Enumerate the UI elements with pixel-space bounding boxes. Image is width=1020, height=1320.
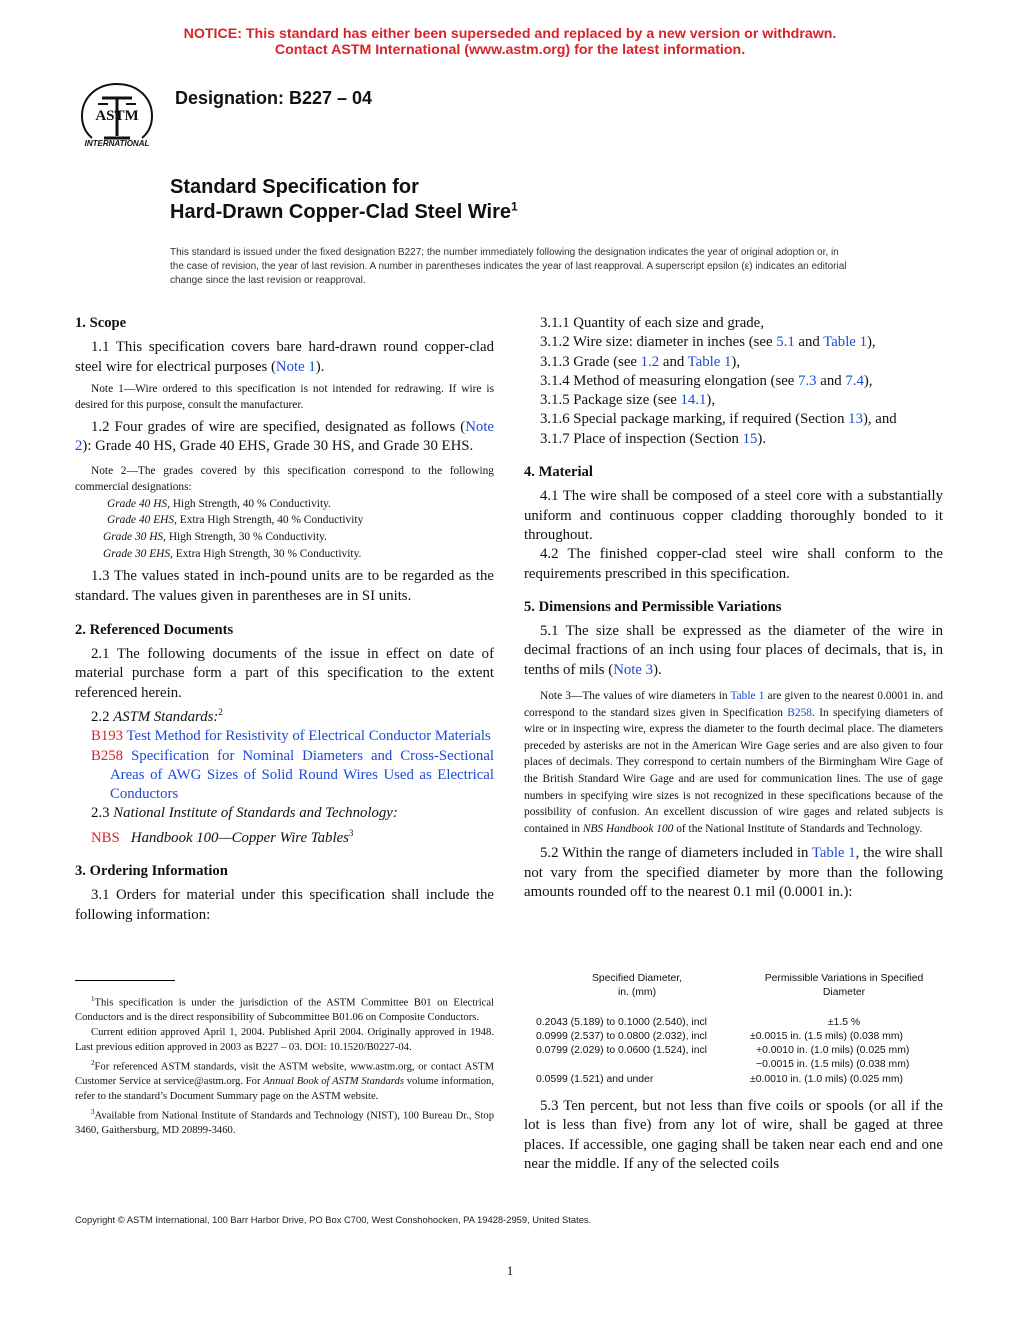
list-item: 3.1.4 Method of measuring elongation (see 7.3 and 7.4), [540, 372, 873, 389]
page-number: 1 [506, 1263, 514, 1278]
table-cell: 0.0999 (2.537) to 0.0800 (2.032), incl [536, 1031, 707, 1042]
para-5-1: 5.1 The size shall be expressed as the diameter of the wire in decimal fractions of an inch using four places of decimals, that is, in tenths of mils (Note 3). [524, 623, 943, 678]
title-line-2-text: Hard-Drawn Copper-Clad Steel Wire [170, 201, 511, 223]
ordering-list [524, 314, 943, 449]
table-cell: 0.0799 (2.029) to 0.0600 (1.524), incl [536, 1045, 707, 1056]
list-item: 3.1.2 Wire size: diameter in inches (see 5.1 and Table 1), [540, 334, 876, 351]
logo-sub: INTERNATIONAL [84, 139, 150, 148]
title-line-1: Standard Specification for [170, 176, 419, 198]
grade-list [75, 496, 494, 562]
table-cell: 0.0599 (1.521) and under [536, 1074, 654, 1085]
table-header-diameter: Specified Diameter, in. (mm) [591, 973, 683, 999]
note-1: Note 1—Wire ordered to this specification is not intended for redrawing. If wire is desired for this purpose, consult the manufacturer. [75, 382, 494, 412]
copyright-footer: Copyright © ASTM International, 100 Barr Harbor Drive, PO Box C700, West Conshohocken, PA 19428-2959, United States. [75, 1214, 592, 1225]
table-header-variation: Permissible Variations in Specified Diameter [764, 973, 924, 999]
list-item: 3.1.5 Package size (see 14.1), [540, 392, 716, 409]
footnote-3: $^3$Available from National Institute of Standards and Technology (NIST), 100 Bureau Dr., Stop 3460, Gaithersburg, MD 20899-3460. [75, 1107, 494, 1136]
ref-b258[interactable] [75, 747, 494, 805]
ref-b258-code: B258 [91, 747, 124, 764]
title-footnote-ref[interactable]: 1 [511, 199, 518, 214]
list-item: 3.1.6 Special package marking, if required (Section 13), and [540, 411, 897, 428]
right-column [524, 314, 943, 902]
designation: Designation: B227 – 04 [175, 88, 373, 108]
left-column [75, 314, 494, 925]
note-1-link[interactable]: Note 1 [275, 358, 316, 375]
section-4-heading: 4. Material [524, 464, 593, 481]
para-2-1: 2.1 The following documents of the issue in effect on date of material purchase form a part of this specification to the extent referenced herein. [75, 646, 494, 701]
footnote-1b: Current edition approved April 1, 2004. Published April 2004. Originally approved in 1948. Last previous edition approved in 2003 as B227 – 03. DOI: 10.1520/B0227-04. [75, 1027, 494, 1053]
note-2-link[interactable]: Note 2 [75, 419, 494, 455]
grade-item: Grade 40 HS, High Strength, 40 % Conductivity. [107, 497, 331, 510]
notice-line-2: Contact ASTM International (www.astm.org) for the latest information. [274, 42, 746, 58]
standard-issue-note: This standard is issued under the fixed designation B227; the number immediately following the designation indicates the year of original adoption or, in the case of revision, the year of last revision. A number in parentheses indicates the year of last reapproval. A superscript epsilon (ε) indicates an editorial change since the last revision or reapproval. [170, 247, 847, 286]
table-1-link[interactable]: Table 1 [811, 845, 856, 862]
ref-nbs: NBS Handbook 100—Copper Wire Tables$^3$ [91, 827, 354, 846]
section-2-heading: 2. Referenced Documents [75, 621, 234, 638]
logo-letters: ASTM [95, 108, 139, 124]
footnote-divider [75, 980, 175, 981]
table-cell: ±0.0015 in. (1.5 mils) (0.038 mm) [750, 1031, 903, 1042]
table-cell: +0.0010 in. (1.0 mils) (0.025 mm) [756, 1045, 910, 1056]
ref-b193-code: B193 [91, 728, 124, 745]
para-4-1: 4.1 The wire shall be composed of a steel core with a substantially uniform and continuous copper cladding thoroughly bonded to it throughout. [524, 488, 943, 543]
ref-b258-title: Specification for Nominal Diameters and Cross-Sectional Areas of AWG Sizes of Solid Round Wires Used as Electrical Conductors [110, 747, 494, 803]
ref-b193[interactable] [75, 727, 494, 746]
table-cell: ±0.0010 in. (1.0 mils) (0.025 mm) [750, 1074, 903, 1085]
footnote-2: $^2$For referenced ASTM standards, visit the ASTM website, www.astm.org, or contact ASTM Customer Service at service@astm.org. For Annual Book of ASTM Standards volume information, refer to the standard’s Document Summary page on the ASTM website. [75, 1058, 494, 1102]
para-5-2: 5.2 Within the range of diameters included in Table 1, the wire shall not vary from the specified diameter by more than the following amounts rounded off to the nearest 0.1 mil (0.0001 in.): [524, 845, 943, 900]
para-4-2: 4.2 The finished copper-clad steel wire shall conform to the requirements prescribed in this specification. [524, 546, 943, 582]
variation-table [524, 972, 943, 1092]
list-item: 3.1.7 Place of inspection (Section 15). [540, 430, 767, 447]
note-2: Note 2—The grades covered by this specification correspond to the following commercial designations: [75, 464, 494, 494]
para-3-1: 3.1 Orders for material under this specification shall include the following information: [75, 887, 494, 923]
para-2-2: 2.2 ASTM Standards:$^2$ [91, 707, 223, 725]
standard-title [170, 175, 518, 225]
table-cell: 0.2043 (5.189) to 0.1000 (2.540), incl [536, 1017, 707, 1028]
para-1-1: 1.1 This specification covers bare hard-drawn round copper-clad steel wire for electrical purposes (Note 1). [75, 339, 494, 375]
supersede-notice [0, 26, 1020, 58]
grade-item: Grade 30 HS, High Strength, 30 % Conductivity. [103, 531, 327, 544]
ref-nbs-code: NBS [91, 829, 120, 846]
notice-line-1: NOTICE: This standard has either been superseded and replaced by a new version or withdrawn. [183, 26, 837, 42]
footnote-1: $^1$This specification is under the jurisdiction of the ASTM Committee B01 on Electrical Conductors and is the direct responsibility of Subcommittee B01.06 on Composite Conductors. [75, 995, 494, 1024]
para-5-3: 5.3 Ten percent, but not less than five coils or spools (or all if the lot is less than five) from any lot of wire, shall be gaged at three places. If accessible, one gaging shall be taken near each end and one near the middle. If any of the selected coils [524, 1098, 943, 1172]
para-1-2: 1.2 Four grades of wire are specified, designated as follows (Note 2): Grade 40 HS, Grade 40 EHS, Grade 30 HS, and Grade 30 EHS. [75, 419, 494, 455]
note-3: Note 3—The values of wire diameters in Table 1 are given to the nearest 0.0001 in. and correspond to the standard sizes given in Specification B258. In specifying diameters of wire or in inspecting wire, express the diameter to the fourth decimal place. The diameters preceded by asterisks are not in the American Wire Gage series and are also given to four places of decimals. They correspond to certain numbers of the Birmingham Wire Gage of the British Standard Wire Gage and are used for communication lines. The use of gage numbers in specifying wire sizes is not recognized in these specifications because of the possibility of confusion. An excellent discussion of wire gages and related subjects is contained in NBS Handbook 100 of the National Institute of Standards and Technology. [524, 690, 943, 835]
section-1-heading: 1. Scope [75, 315, 127, 331]
list-item: 3.1.3 Grade (see 1.2 and Table 1), [540, 353, 741, 370]
para-2-3: 2.3 National Institute of Standards and Technology: [91, 805, 398, 822]
section-3-heading: 3. Ordering Information [75, 862, 228, 879]
section-5-heading: 5. Dimensions and Permissible Variations [524, 598, 782, 615]
footnotes [75, 992, 494, 1139]
list-item: 3.1.1 Quantity of each size and grade, [540, 315, 764, 331]
table-cell: −0.0015 in. (1.5 mils) (0.038 mm) [756, 1059, 910, 1070]
note-3-link[interactable]: Note 3 [613, 661, 654, 678]
astm-logo-icon [74, 78, 160, 148]
title-line-2 [170, 200, 518, 225]
ref-b193-title: Test Method for Resistivity of Electrical Conductor Materials [123, 728, 491, 745]
grade-item: Grade 30 EHS, Extra High Strength, 30 % Conductivity. [103, 547, 362, 560]
grade-item: Grade 40 EHS, Extra High Strength, 40 % Conductivity [107, 514, 364, 527]
astm-logo [74, 78, 160, 148]
table-cell: ±1.5 % [827, 1017, 861, 1028]
para-1-3: 1.3 The values stated in inch-pound units are to be regarded as the standard. The values given in parentheses are in SI units. [75, 568, 494, 604]
